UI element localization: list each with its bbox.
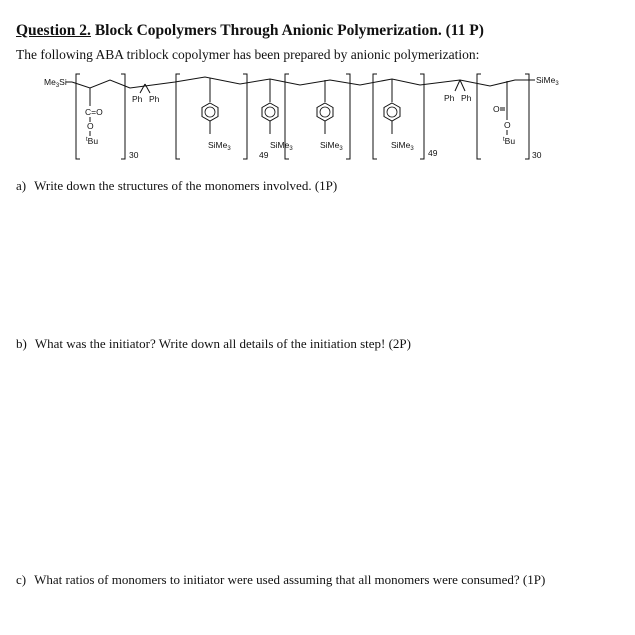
question-c-text: What ratios of monomers to initiator were used assuming that all monomers were consumed? (1P)	[34, 572, 546, 587]
question-a	[16, 178, 337, 194]
svg-text:SiMe3: SiMe$_3$	[391, 140, 414, 152]
svg-text:SiMe3: SiMe$_3$	[320, 140, 343, 152]
question-heading: Block Copolymers Through Anionic Polymerization. (11 P)	[94, 22, 484, 39]
question-b-label: b)	[16, 336, 27, 351]
question-b	[16, 336, 411, 352]
left-end-group-label: $Me_3Si$	[44, 77, 67, 89]
repeat-count-left-a: 30	[129, 150, 139, 160]
left-ester-oxygen-label: O	[87, 121, 94, 131]
left-tbu-label: $^t$Bu	[86, 136, 99, 146]
aryl-group-2	[262, 79, 293, 152]
svg-text:SiMe3: SiMe$_3$	[208, 140, 231, 152]
right-diphenyl-group	[444, 80, 472, 103]
right-ester-group	[493, 81, 515, 146]
right-phenyl-label-2: Ph	[461, 93, 472, 103]
right-carbonyl-oxygen-label: O	[493, 104, 500, 114]
right-ester-oxygen-label: O	[504, 120, 511, 130]
left-carbonyl-label: C=O	[85, 107, 103, 117]
aryl-group-4	[384, 79, 414, 152]
repeat-count-left-b: 49	[259, 150, 269, 160]
left-phenyl-label-1: Ph	[132, 94, 143, 104]
left-ester-group	[85, 88, 103, 146]
svg-text:SiMe3: SiMe$_3$	[270, 140, 293, 152]
right-phenyl-label-1: Ph	[444, 93, 455, 103]
aryl-group-3	[317, 80, 343, 152]
question-c	[16, 572, 545, 588]
question-a-label: a)	[16, 178, 27, 193]
intro-text: The following ABA triblock copolymer has been prepared by anionic polymerization:	[16, 47, 480, 62]
question-a-text: Write down the structures of the monomers involved. (1P)	[34, 178, 338, 193]
question-c-label: c)	[16, 572, 27, 587]
right-end-group-label: SiMe$_3$	[536, 75, 559, 87]
left-phenyl-label-2: Ph	[149, 94, 160, 104]
question-title	[16, 22, 484, 40]
copolymer-structure-diagram	[0, 62, 635, 172]
question-number: Question 2.	[16, 22, 91, 39]
right-tbu-label: $^t$Bu	[503, 136, 516, 146]
question-b-text: What was the initiator? Write down all details of the initiation step! (2P)	[34, 336, 411, 351]
aryl-group-1	[202, 78, 231, 152]
repeat-count-right-b: 49	[428, 148, 438, 158]
repeat-count-right-a: 30	[532, 150, 542, 160]
